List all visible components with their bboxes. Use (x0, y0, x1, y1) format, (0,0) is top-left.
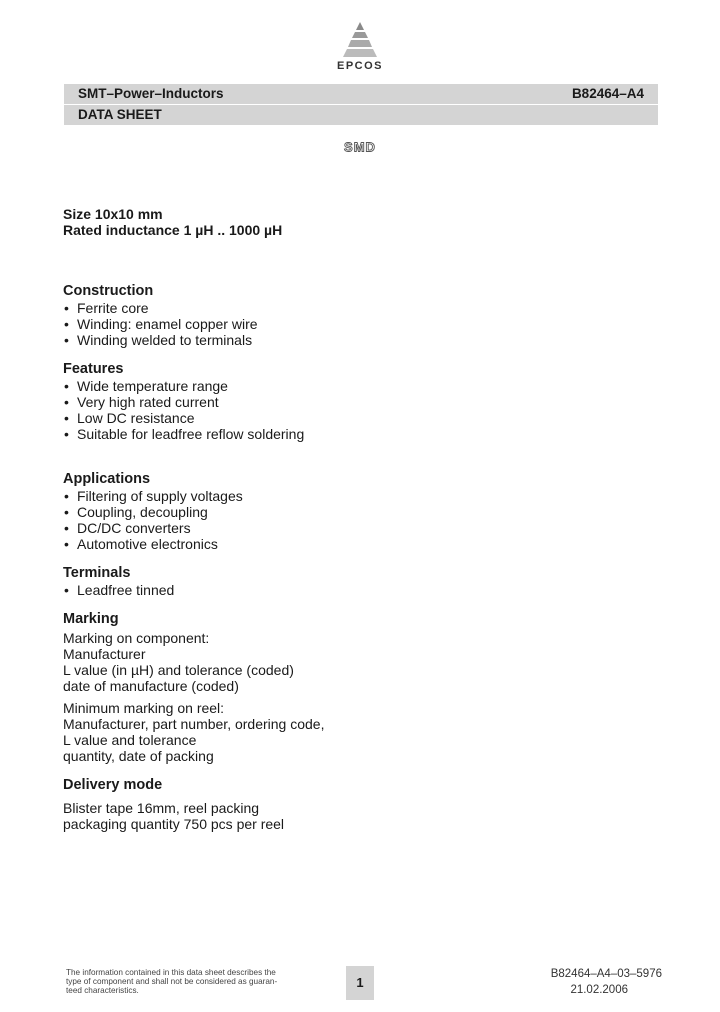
features-list (63, 378, 623, 442)
doc-type: DATA SHEET (78, 107, 162, 122)
list-item: • Leadfree tinned (63, 582, 623, 598)
terminals-title: Terminals (63, 565, 131, 581)
size-line: Size 10x10 mm (63, 206, 163, 222)
list-item: • Suitable for leadfree reflow soldering (63, 426, 623, 442)
list-item: • Ferrite core (63, 300, 623, 316)
delivery-text (63, 800, 623, 832)
page-number: 1 (346, 966, 374, 1000)
list-item: • Very high rated current (63, 394, 623, 410)
doc-code: B82464–A4–03–5976 (550, 968, 662, 980)
header-bar (64, 84, 658, 104)
text-line: date of manufacture (coded) (63, 678, 239, 694)
text-line: quantity, date of packing (63, 748, 214, 764)
list-item: • Wide temperature range (63, 378, 623, 394)
construction-list (63, 300, 623, 348)
features-title: Features (63, 361, 124, 377)
text-line: type of component and shall not be considered as guaran- (66, 977, 278, 986)
list-item: • Winding welded to terminals (63, 332, 623, 348)
text-line: packaging quantity 750 pcs per reel (63, 816, 285, 832)
text-line: The information contained in this data sheet describes the (66, 968, 276, 977)
brand-name: EPCOS (336, 60, 383, 72)
list-item: • DC/DC converters (63, 520, 623, 536)
text-line: teed characteristics. (66, 986, 139, 995)
main-content (63, 206, 623, 832)
text-line: Manufacturer, part number, ordering code, (63, 716, 325, 732)
marking-component (63, 630, 623, 694)
text-line: Minimum marking on reel: (63, 700, 225, 716)
marking-reel (63, 700, 623, 764)
list-item: • Winding: enamel copper wire (63, 316, 623, 332)
list-item: • Coupling, decoupling (63, 504, 623, 520)
text-line: Manufacturer (63, 646, 146, 662)
smd-badge (326, 140, 394, 152)
inductance-line: Rated inductance 1 µH .. 1000 µH (63, 222, 283, 238)
terminals-list (63, 582, 623, 598)
footer-disclaimer (66, 968, 294, 995)
marking-title: Marking (63, 611, 119, 627)
doc-reference (551, 966, 662, 998)
list-item: • Filtering of supply voltages (63, 488, 623, 504)
list-item: • Automotive electronics (63, 536, 623, 552)
applications-title: Applications (63, 471, 151, 487)
construction-title: Construction (63, 283, 154, 299)
doc-type-bar (64, 105, 658, 125)
text-line: L value (in µH) and tolerance (coded) (63, 662, 294, 678)
product-family: SMT–Power–Inductors (78, 86, 224, 101)
text-line: Blister tape 16mm, reel packing (63, 800, 260, 816)
delivery-title: Delivery mode (63, 777, 163, 793)
doc-date: 21.02.2006 (570, 984, 628, 996)
applications-list (63, 488, 623, 552)
smd-badge-label: SMD (344, 141, 376, 153)
text-line: Marking on component: (63, 630, 210, 646)
list-item: • Low DC resistance (63, 410, 623, 426)
part-number: B82464–A4 (571, 86, 644, 101)
text-line: L value and tolerance (63, 732, 197, 748)
